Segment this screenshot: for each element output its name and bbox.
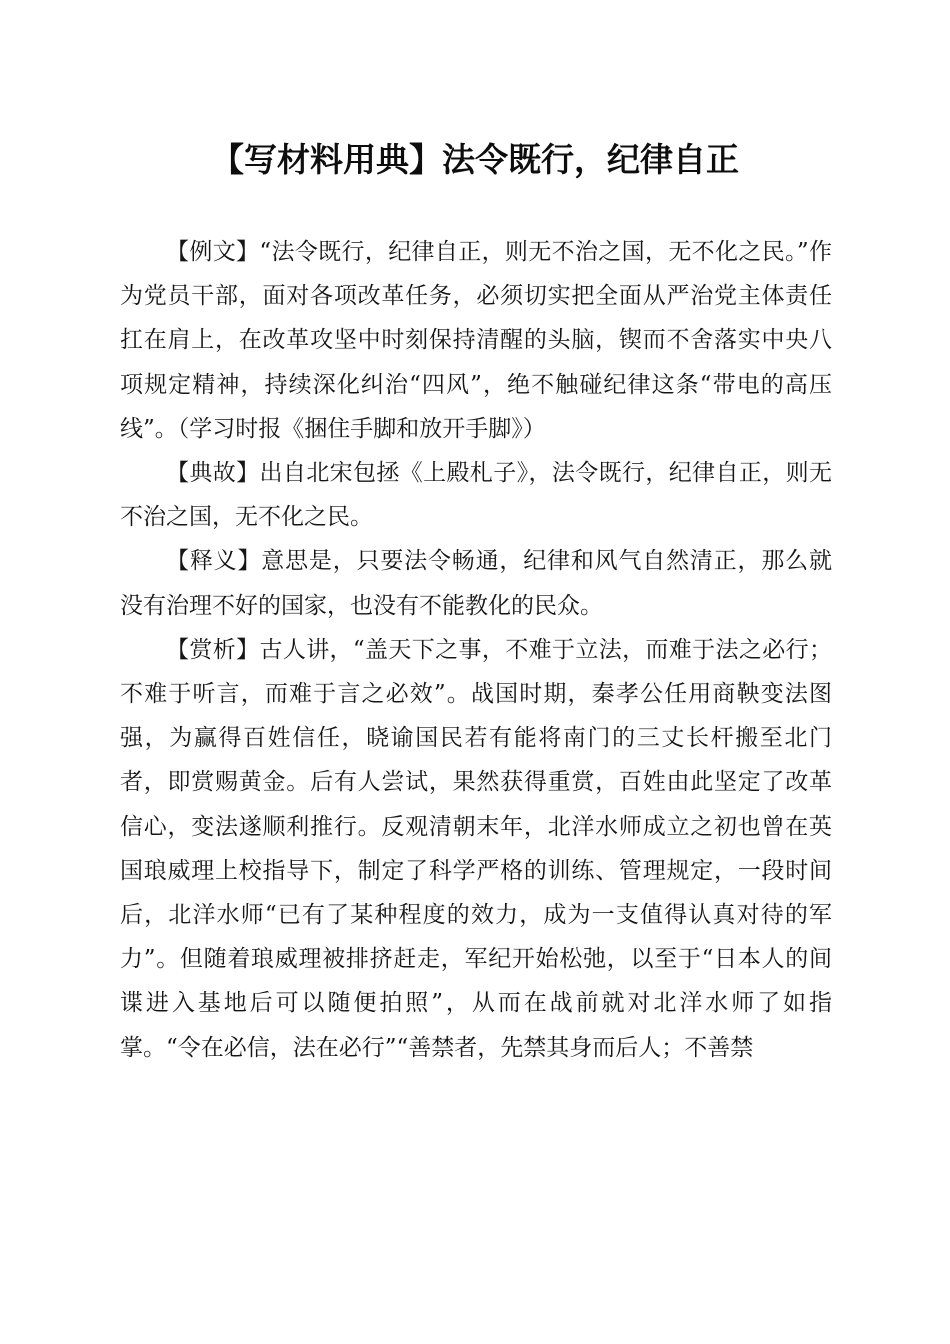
paragraph-source: 【典故】出自北宋包拯《上殿札子》，法令既行，纪律自正，则无不治之国，无不化之民。 (120, 460, 832, 531)
paragraph-meaning: 【释义】意思是，只要法令畅通，纪律和风气自然清正，那么就没有治理不好的国家，也没有不能教化的民众。 (120, 548, 832, 619)
document-title: 【写材料用典】法令既行，纪律自正 (211, 140, 739, 179)
document-body (120, 230, 832, 1070)
paragraph-analysis: 【赏析】古人讲，“盖天下之事，不难于立法，而难于法之必行；不难于听言，而难于言之必效”。战国时期，秦孝公任用商鞅变法图强，为赢得百姓信任，晓谕国民若有能将南门的三丈长杆搬至北门者，即赏赐黄金。后有人尝试，果然获得重赏，百姓由此坚定了改革信心，变法遂顺利推行。反观清朝末年，北洋水师成立之初也曾在英国琅威理上校指导下，制定了科学严格的训练、管理规定，一段时间后，北洋水师“已有了某种程度的效力，成为一支值得认真对待的军力”。但随着琅威理被排挤赶走，军纪开始松弛，以至于“日本人的间谍进入基地后可以随便拍照”，从而在战前就对北洋水师了如指掌。“令在必信，法在必行”“善禁者，先禁其身而后人；不善禁 (120, 636, 832, 1061)
paragraph-example: 【例文】“法令既行，纪律自正，则无不治之国，无不化之民。”作为党员干部，面对各项改革任务，必须切实把全面从严治党主体责任扛在肩上，在改革攻坚中时刻保持清醒的头脑，锲而不舍落实中央八项规定精神，持续深化纠治“四风”，绝不触碰纪律这条“带电的高压线”。（学习时报《捆住手脚和放开手脚》） (120, 239, 832, 442)
